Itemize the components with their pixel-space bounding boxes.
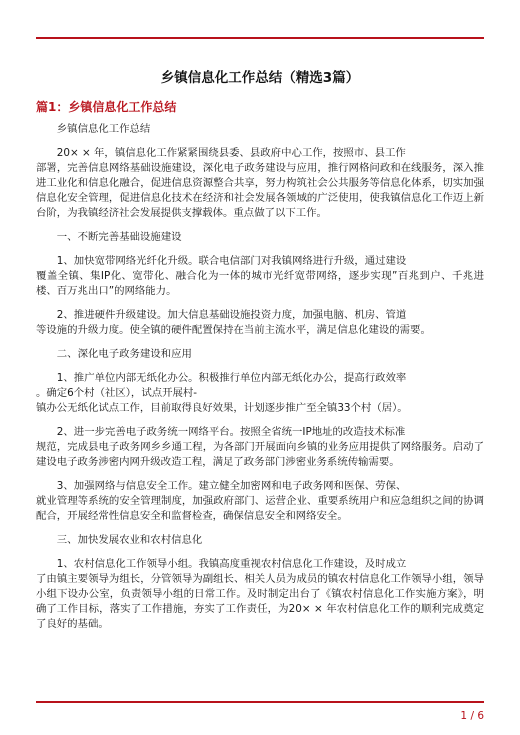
paragraph-2-1: 1、推广单位内部无纸化办公。积极推行单位内部无纸化办公，提高行政效率 。确定6个村（社区），试点开展村- 镇办公无纸化试点工作，目前取得良好效果，计划逐步推广至全镇33个村（居）。: [36, 372, 408, 414]
document-body: [36, 122, 484, 641]
paragraph-3-1: 1、农村信息化工作领导小组。我镇高度重视农村信息化工作建设，及时成立 了由镇主要领导为组长，分管领导为副组长、相关人员为成员的镇农村信息化工作领导小组，领导小组下设办公室，负责领导小组的日常工作。及时制定出台了《镇农村信息化工作实施方案》，明确了工作目标，落实了工作措施，夯实了工作责任，为20× × 年农村信息化工作的顺利完成奠定了良好的基础。: [36, 558, 484, 630]
paragraph-1-1: 1、加快宽带网络光纤化升级。联合电信部门对我镇网络进行升级，通过建设 覆盖全镇、集IP化、宽带化、融合化为一体的城市光纤宽带网络，逐步实现”百兆到户、千兆进楼、百万兆出口”的网络能力。: [36, 255, 484, 297]
section-heading-3: 三、加快发展农业和农村信息化: [56, 534, 203, 546]
body-subtitle: 乡镇信息化工作总结: [56, 123, 151, 135]
paragraph-2-2: 2、进一步完善电子政务统一网络平台。按照全省统一IP地址的改造技术标准 规范，完成县电子政务网乡乡通工程，为各部门开展面向乡镇的业务应用提供了网络服务。启动了建设电子政务涉密内网升级改造工程，满足了政务部门涉密业务系统传输需要。: [36, 426, 484, 468]
section-heading-2: 二、深化电子政务建设和应用: [56, 348, 192, 360]
paragraph-intro: 20× × 年，镇信息化工作紧紧围绕县委、县政府中心工作，按照市、县工作 部署，完善信息网络基础设施建设，深化电子政务建设与应用，推行网格问政和在线服务，深入推进工业化和信息化融合，促进信息资源整合共享，努力构筑社会公共服务等信息化体系，切实加强信息化安全管理，促进信息化技术在经济和社会发展各领域的广泛使用，使我镇信息化工作迈上新台阶，为我镇经济社会发展提供支撑载体。重点做了以下工作。: [36, 147, 484, 219]
header-rule: [36, 37, 484, 39]
paragraph-2-3: 3、加强网络与信息安全工作。建立健全加密网和电子政务网和医保、劳保、 就业管理等系统的安全管理制度，加强政府部门、运营企业、重要系统用户和应急组织之间的协调配合，开展经常性信息安全和监督检查，确保信息安全和网络安全。: [36, 480, 484, 522]
section-heading-1: 一、不断完善基础设施建设: [56, 231, 182, 243]
footer-rule: [36, 701, 484, 703]
paragraph-1-2: 2、推进硬件升级建设。加大信息基础设施投资力度，加强电脑、机房、管道 等设施的升级力度。使全镇的硬件配置保持在当前主流水平，满足信息化建设的需要。: [36, 309, 431, 336]
document-title: 乡镇信息化工作总结（精选3篇）: [160, 70, 360, 86]
section-heading: 篇1：乡镇信息化工作总结: [36, 100, 177, 114]
page-number: 1 / 6: [460, 710, 484, 722]
